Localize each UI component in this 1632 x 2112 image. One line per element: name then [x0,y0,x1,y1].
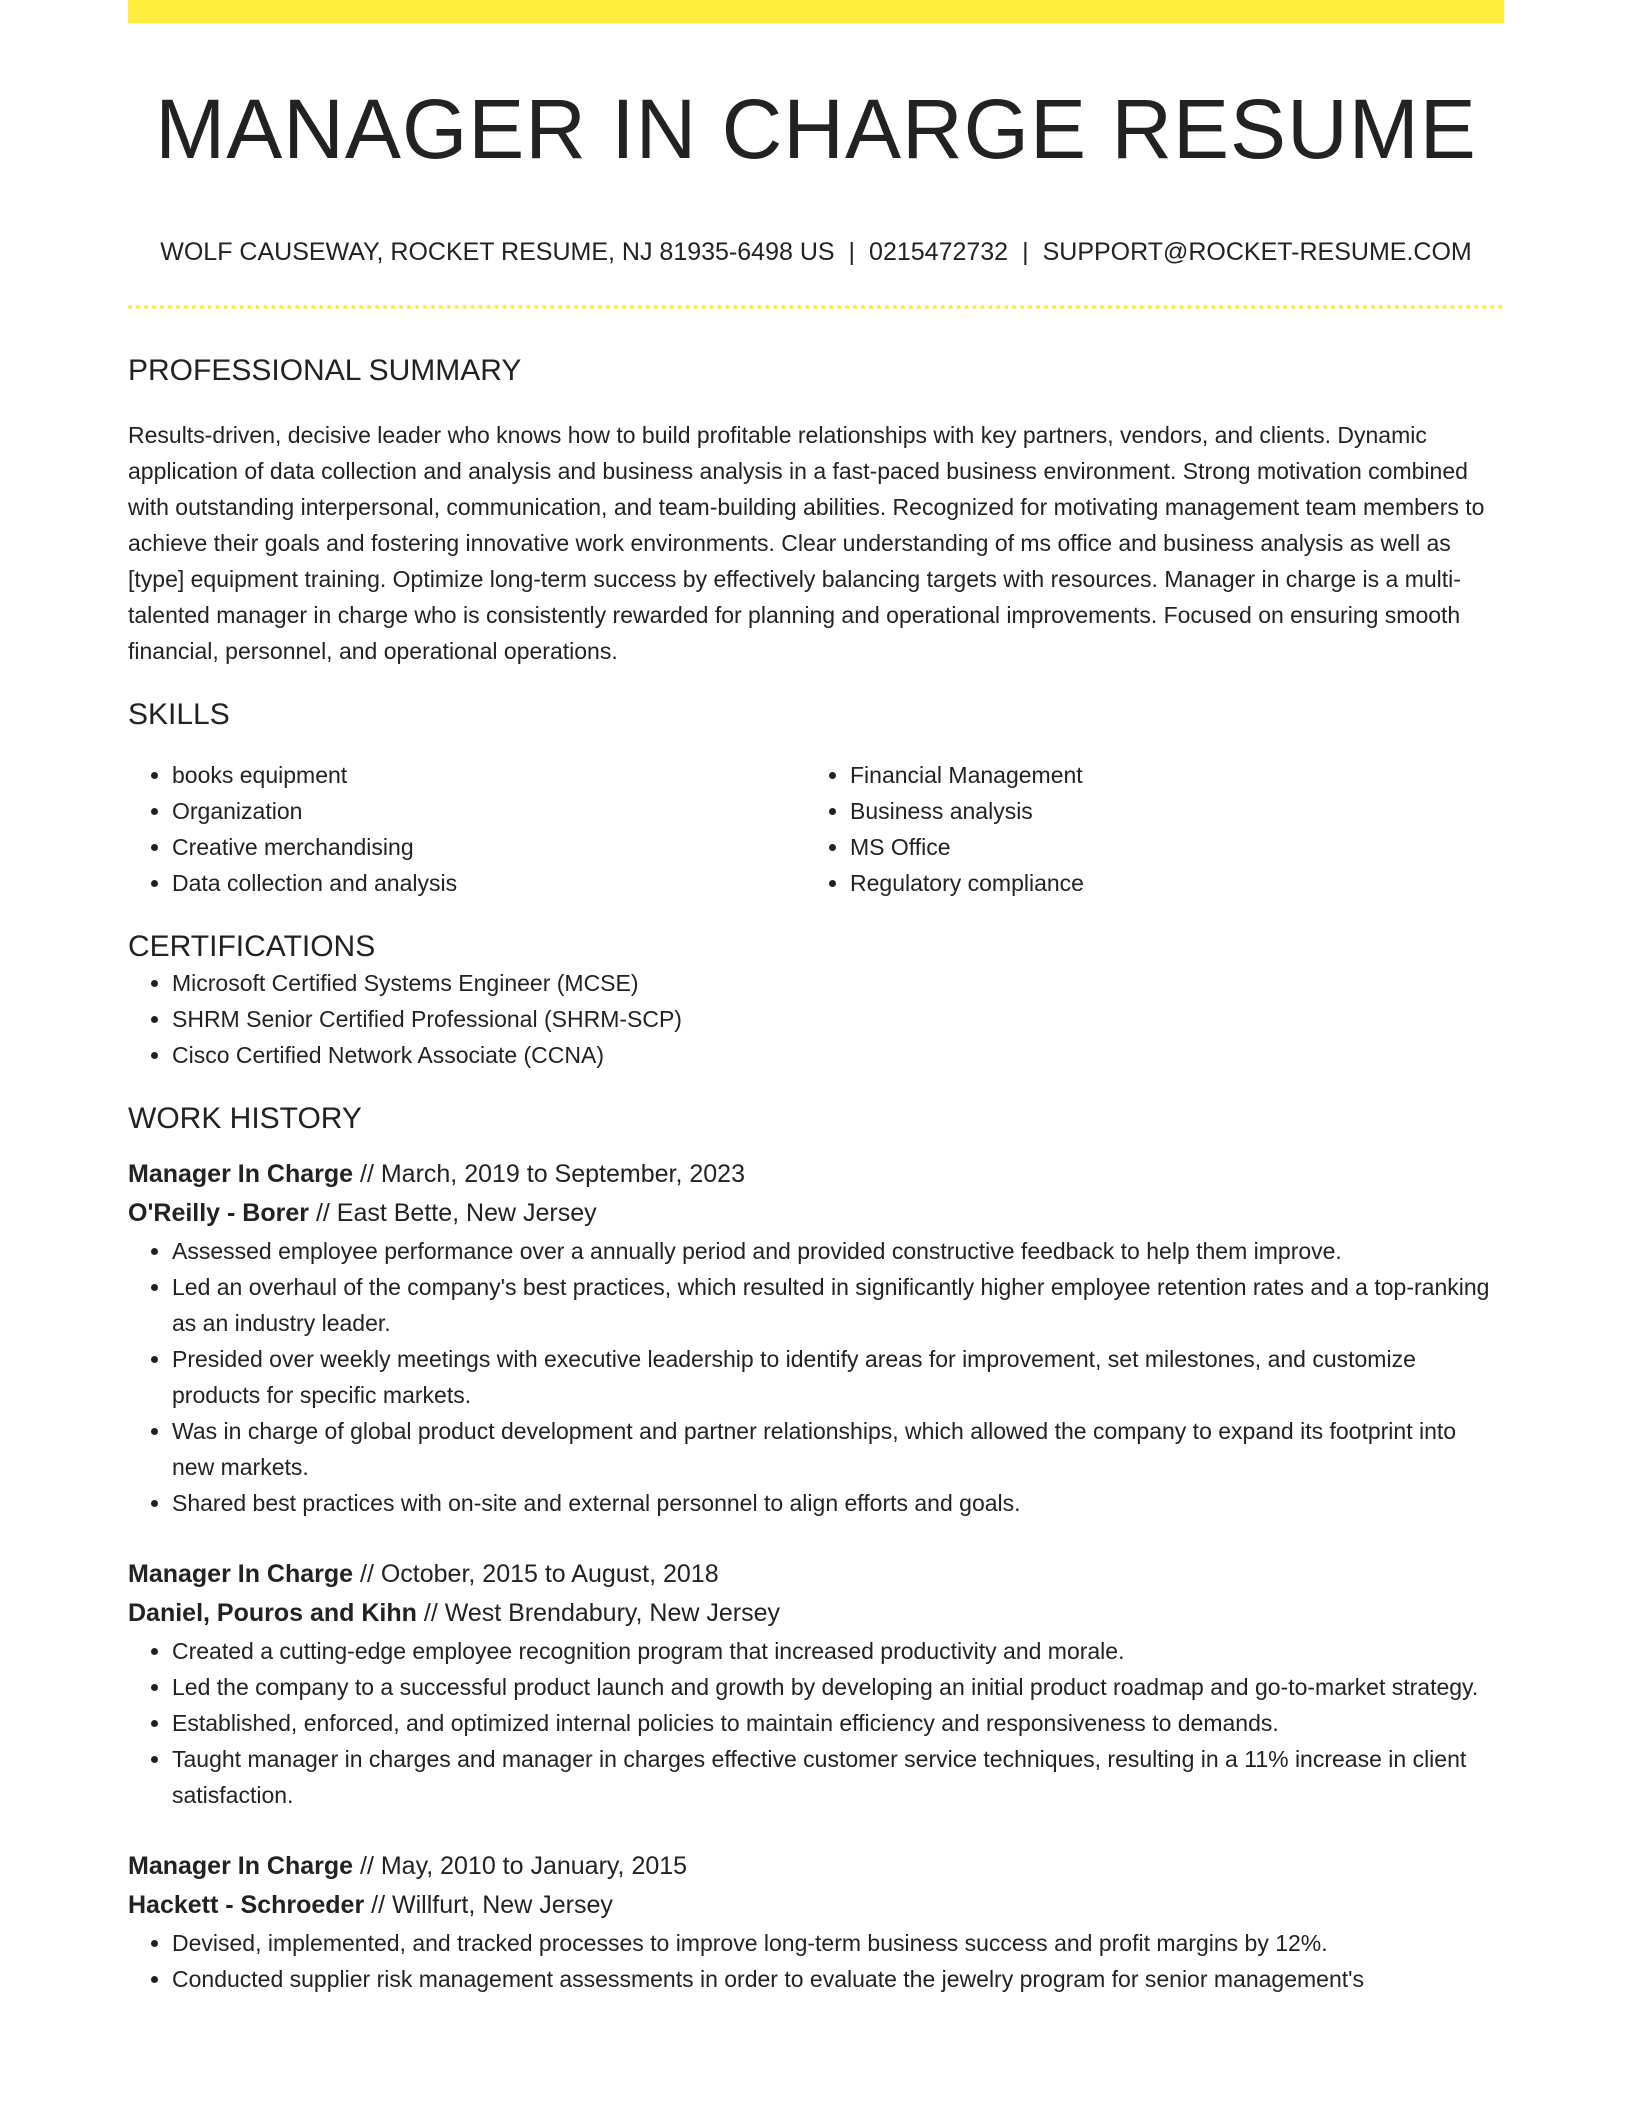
job-bullet: • Led an overhaul of the company's best practices, which resulted in significantly higher employee retention rates and a top-ranking as an industry leader. [172,1269,1504,1341]
certification-item: • SHRM Senior Certified Professional (SHRM-SCP) [172,1001,1504,1037]
skill-item: • MS Office [850,829,1484,865]
certifications-heading: CERTIFICATIONS [128,930,376,964]
job-bullet: • Taught manager in charges and manager in charges effective customer service techniques, resulting in a 11% increase in client satisfaction. [172,1741,1504,1813]
skill-item: • Organization [172,793,806,829]
job-bullets [128,1233,1504,1521]
job-bullet: • Led the company to a successful product launch and growth by developing an initial product roadmap and go-to-market strategy. [172,1669,1504,1705]
certification-item: • Microsoft Certified Systems Engineer (MCSE) [172,965,1504,1001]
skills-list-right [806,757,1484,901]
contact-line [128,237,1504,267]
dotted-divider [128,305,1504,309]
job-bullet: • Conducted supplier risk management assessments in order to evaluate the jewelry program for senior management's [172,1961,1504,1997]
job-company: O'Reilly - Borer [128,1199,309,1228]
job-entry [128,1847,1504,1997]
work-history-heading: WORK HISTORY [128,1102,362,1136]
skills-list-left [128,757,806,901]
resume-title: MANAGER IN CHARGE RESUME [155,82,1477,176]
summary-text: Results-driven, decisive leader who knows how to build profitable relationships with key partners, vendors, and clients. Dynamic application of data collection and analysis and business analysis in a fast-paced business environment. Strong motivation combined with outstanding interpersonal, communication, and team-building abilities. Recognized for motivating management team members to achieve their goals and fostering innovative work environments. Clear understanding of ms office and business analysis as well as [type] equipment training. Optimize long-term success by effectively balancing targets with resources. Manager in charge is a multi-talented manager in charge who is consistently rewarded for planning and operational improvements. Focused on ensuring smooth financial, personnel, and operational operations. [128,422,1485,665]
job-title: Manager In Charge [128,1852,354,1881]
job-entry [128,1555,1504,1813]
job-title-line [128,1555,1504,1594]
certification-item: • Cisco Certified Network Associate (CCNA) [172,1037,1504,1073]
job-company: Hackett - Schroeder [128,1891,365,1920]
job-location: // East Bette, New Jersey [309,1199,597,1228]
job-company-line [128,1594,1504,1633]
job-dates: // March, 2019 to September, 2023 [353,1160,745,1189]
job-title-line [128,1847,1504,1886]
job-bullet: • Presided over weekly meetings with executive leadership to identify areas for improvement, set milestones, and customize products for specific markets. [172,1341,1504,1413]
skill-item: • Business analysis [850,793,1484,829]
job-title-line [128,1155,1504,1194]
resume-page [128,0,1504,1997]
skills-heading: SKILLS [128,698,230,732]
skills-column-right [806,757,1484,901]
skills-grid [128,757,1504,901]
job-entry [128,1155,1504,1521]
job-location: // West Brendabury, New Jersey [416,1599,781,1628]
skill-item: • Data collection and analysis [172,865,806,901]
job-bullets [128,1633,1504,1813]
skill-item: • Financial Management [850,757,1484,793]
contact-email: SUPPORT@ROCKET-RESUME.COM [1042,238,1472,267]
job-bullet: • Shared best practices with on-site and external personnel to align efforts and goals. [172,1485,1504,1521]
job-dates: // May, 2010 to January, 2015 [353,1852,688,1881]
skill-item: • Creative merchandising [172,829,806,865]
summary-heading: PROFESSIONAL SUMMARY [128,354,522,388]
skill-item: • books equipment [172,757,806,793]
accent-top-bar [128,0,1504,23]
skills-column-left [128,757,806,901]
job-title: Manager In Charge [128,1560,354,1589]
contact-address: WOLF CAUSEWAY, ROCKET RESUME, NJ 81935-6498 US [160,238,835,267]
job-bullet: • Assessed employee performance over a annually period and provided constructive feedback to help them improve. [172,1233,1504,1269]
job-bullet: • Devised, implemented, and tracked processes to improve long-term business success and profit margins by 12%. [172,1925,1504,1961]
job-company-line [128,1194,1504,1233]
contact-separator: | [848,238,856,267]
job-company: Daniel, Pouros and Kihn [128,1599,417,1628]
job-bullet: • Was in charge of global product development and partner relationships, which allowed the company to expand its footprint into new markets. [172,1413,1504,1485]
job-dates: // October, 2015 to August, 2018 [353,1560,719,1589]
contact-phone: 0215472732 [869,238,1009,267]
certifications-list [128,965,1504,1073]
contact-separator: | [1022,238,1029,267]
skill-item: • Regulatory compliance [850,865,1484,901]
job-bullets [128,1925,1504,1997]
job-bullet: • Established, enforced, and optimized internal policies to maintain efficiency and responsiveness to demands. [172,1705,1504,1741]
job-bullet: • Created a cutting-edge employee recognition program that increased productivity and morale. [172,1633,1504,1669]
job-location: // Willfurt, New Jersey [364,1891,613,1920]
job-company-line [128,1886,1504,1925]
job-title: Manager In Charge [128,1160,354,1189]
